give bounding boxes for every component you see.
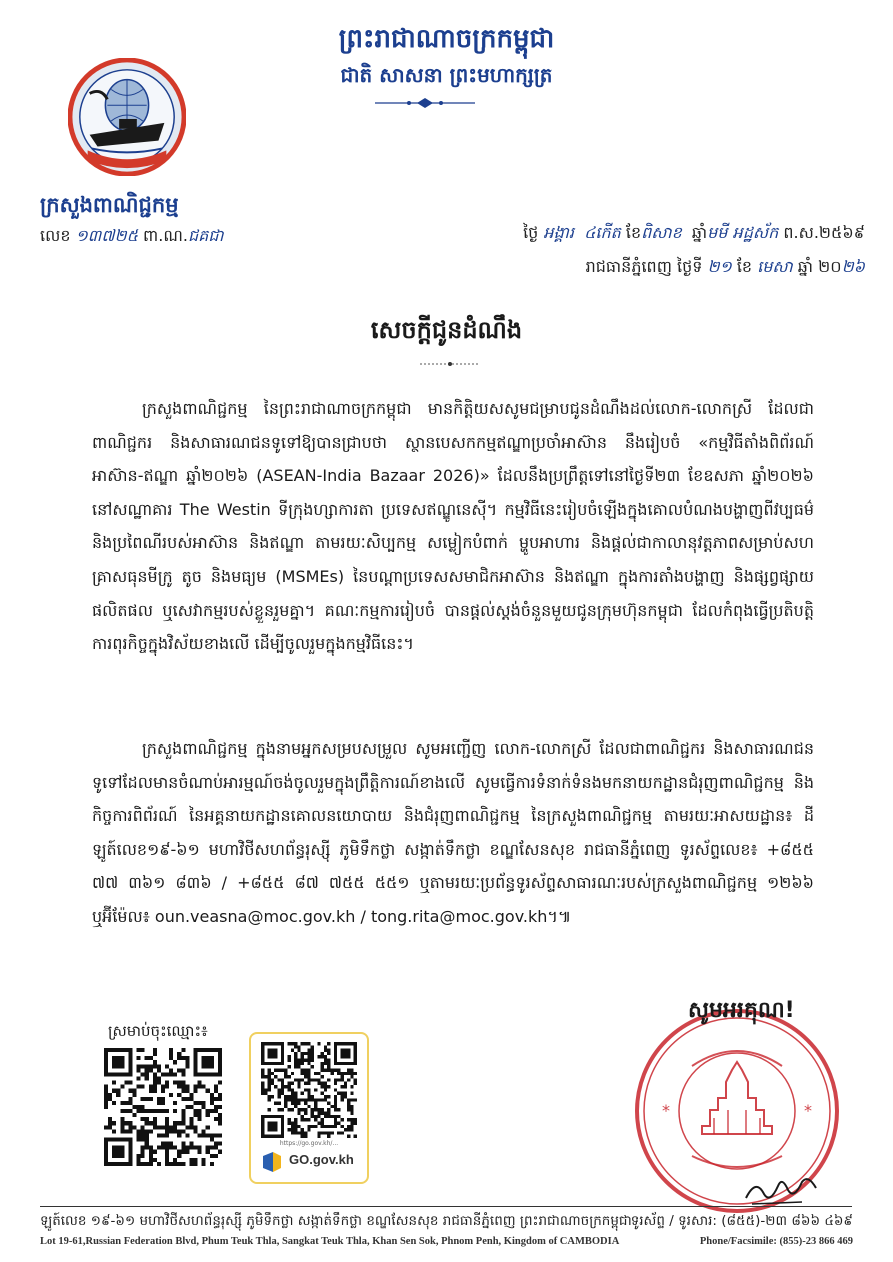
go-gov-label: GO.gov.kh	[289, 1152, 354, 1167]
go-gov-badge	[261, 1152, 361, 1174]
solar-day-handwritten: ២១	[707, 257, 732, 276]
registration-label: ស្រមាប់ចុះឈ្មោះ៖	[108, 1022, 208, 1040]
document-title: សេចក្តីជូនដំណឹង	[370, 316, 523, 344]
body-paragraph-1: ក្រសួងពាណិជ្ជកម្ម នៃព្រះរាជាណាចក្រកម្ពុជា មានកិត្តិយសសូមជម្រាបជូនដំណឹងដល់លោក-លោកស្រី ដែលជាពាណិជ្ជករ និងសាធារណជនទូទៅឱ្យបានជ្រាបថា ស្ថានបេសកកម្មឥណ្ឌាប្រចាំអាស៊ាន នឹងរៀបចំ «កម្មវិធីតាំងពិព័រណ៍អាស៊ាន-ឥណ្ឌា ឆ្នាំ២០២៦ (ASEAN-India Bazaar 2026)» ដែលនឹងប្រព្រឹត្តទៅនៅថ្ងៃទី២៣ ខែឧសភា ឆ្នាំ២០២៦ នៅសណ្ឋាគារ The Westin ទីក្រុងហ្សាការតា ប្រទេសឥណ្ឌូនេស៊ី។ កម្មវិធីនេះរៀបចំឡើងក្នុងគោលបំណងបង្ហាញពីវប្បធម៌ និងប្រពៃណីរបស់អាស៊ាន និងឥណ្ឌា តាមរយៈសិប្បកម្ម សម្លៀកបំពាក់ ម្ហូបអាហារ និងផ្តល់ជាកាលានុវត្តភាពសម្រាប់សហគ្រាសធុនមីក្រូ តូច និងមធ្យម (MSMEs) នៃបណ្តាប្រទេសសមាជិកអាស៊ាន និងឥណ្ឌា ក្នុងការតាំងបង្ហាញ និងផ្សព្វផ្សាយផលិតផល ឬសេវាកម្មរបស់ខ្លួនរួមគ្នា។ គណៈកម្មការរៀបចំ បានផ្តល់ស្តង់ចំនួនមួយជូនក្រុមហ៊ុនកម្ពុជា ដែលកំពុងធ្វើប្រតិបត្តិការពុរកិច្ចក្នុងវិស័យខាងលើ ដើម្បីចូលរួមក្នុងកម្មវិធីនេះ។	[92, 399, 814, 654]
closing-thanks: សូមអរគុណ!	[688, 998, 795, 1023]
buddhist-era: ព.ស.២៥៦៩	[783, 223, 865, 242]
footer-phone-english: Phone/Facsimile: (855)-23 866 469	[699, 1236, 853, 1247]
lunar-month-handwritten: ពិសាខ	[641, 223, 682, 242]
signature	[742, 1168, 822, 1208]
solar-year-handwritten: ២៦	[841, 257, 865, 276]
divider-ornament	[375, 96, 475, 110]
body-paragraph-2: ក្រសួងពាណិជ្ជកម្ម ក្នុងនាមអ្នកសម្របសម្រួល សូមអញ្ជើញ លោក-លោកស្រី ដែលជាពាណិជ្ជករ និងសាធារណជនទូទៅដែលមានចំណាប់អារម្មណ៍ចង់ចូលរួមក្នុងព្រឹត្តិការណ៍ខាងលើ សូមធ្វើការទំនាក់ទំនងមកនាយកដ្ឋានជំរុញពាណិជ្ជកម្ម និងកិច្ចការពិព័រណ៍ នៃអគ្គនាយកដ្ឋានគោលនយោបាយ និងជំរុញពាណិជ្ជកម្ម នៃក្រសួងពាណិជ្ជកម្ម តាមរយៈអាសយដ្ឋាន៖ ដីឡូត៍លេខ១៩-៦១ មហាវិថីសហព័ន្ធរុស្ស៊ី ភូមិទឹកថ្លា សង្កាត់ទឹកថ្លា ខណ្ឌសែនសុខ រាជធានីភ្នំពេញ ទូរស័ព្ទលេខ៖ +៨៥៥ ៧៧ ៣៦១ ៨៣៦ / +៨៥៥ ៨៧ ៧៥៥ ៥៥១ ឬតាមរយៈប្រព័ន្ធទូរស័ព្ទសាធារណៈរបស់ក្រសួងពាណិជ្ជកម្ម ១២៦៦ ឬអ៊ីម៉ែល៖ oun.veasna@moc.gov.kh / tong.rita@moc.gov.kh។៕	[92, 739, 814, 926]
lunar-phase-handwritten: ៤កើត	[584, 223, 621, 242]
go-gov-logo-icon	[261, 1152, 283, 1172]
reference-handwritten-code: ជគជា	[187, 226, 224, 245]
go-gov-qr-card[interactable]	[249, 1032, 369, 1184]
registration-qr-code[interactable]	[104, 1048, 222, 1166]
footer-divider	[40, 1206, 852, 1207]
solar-month-prefix: ខែ	[736, 257, 753, 276]
reference-code: ពា.ណ.	[143, 226, 188, 245]
national-motto: ជាតិ សាសនា ព្រះមហាក្សត្រ	[340, 63, 553, 87]
reference-prefix: លេខ	[40, 226, 71, 245]
lunar-date	[523, 222, 865, 246]
solar-date-prefix: រាជធានីភ្នំពេញ ថ្ងៃទី	[585, 257, 703, 276]
go-gov-caption: https://go.gov.kh/...	[279, 1140, 339, 1147]
svg-text:*: *	[662, 1101, 670, 1120]
ministry-logo	[68, 58, 186, 176]
reference-number	[40, 225, 223, 249]
svg-text:*: *	[804, 1101, 812, 1120]
lunar-day-prefix: ថ្ងៃ	[523, 223, 539, 242]
kingdom-heading: ព្រះរាជាណាចក្រកម្ពុជា	[338, 24, 555, 54]
lunar-year-handwritten: មមី អដ្ឋស័ក	[707, 223, 779, 242]
solar-year-prefix: ឆ្នាំ ២០	[797, 257, 842, 276]
footer-address-english: Lot 19-61,Russian Federation Blvd, Phum Teuk Thla, Sangkat Teuk Thla, Khan Sen Sok, Phnom Penh, Kingdom of CAMBODIA	[40, 1236, 620, 1247]
reference-handwritten-number: ១៣៧២៥	[75, 226, 138, 245]
go-gov-qr-code[interactable]	[261, 1042, 357, 1138]
lunar-month-prefix: ខែ	[625, 223, 642, 242]
solar-month-handwritten: មេសា	[757, 257, 793, 276]
footer-phone-khmer: ទូរស័ព្ទ / ទូរសារ: (៨៥៥)-២៣ ៨៦៦ ៤៦៩	[630, 1213, 853, 1229]
title-underline-dots	[420, 360, 480, 368]
footer-address-khmer: ឡូត៍លេខ ១៩-៦១ មហាវិថីសហព័ន្ធរុស្ស៊ី ភូមិទឹកថ្លា សង្កាត់ទឹកថ្លា ខណ្ឌសែនសុខ រាជធានីភ្នំពេញ ព្រះរាជាណាចក្រកម្ពុជា	[40, 1213, 632, 1229]
lunar-year-prefix: ឆ្នាំ	[691, 223, 708, 242]
solar-date	[586, 256, 865, 280]
lunar-day-handwritten: អង្គារ	[543, 223, 574, 242]
ministry-name: ក្រសួងពាណិជ្ជកម្ម	[40, 193, 179, 217]
